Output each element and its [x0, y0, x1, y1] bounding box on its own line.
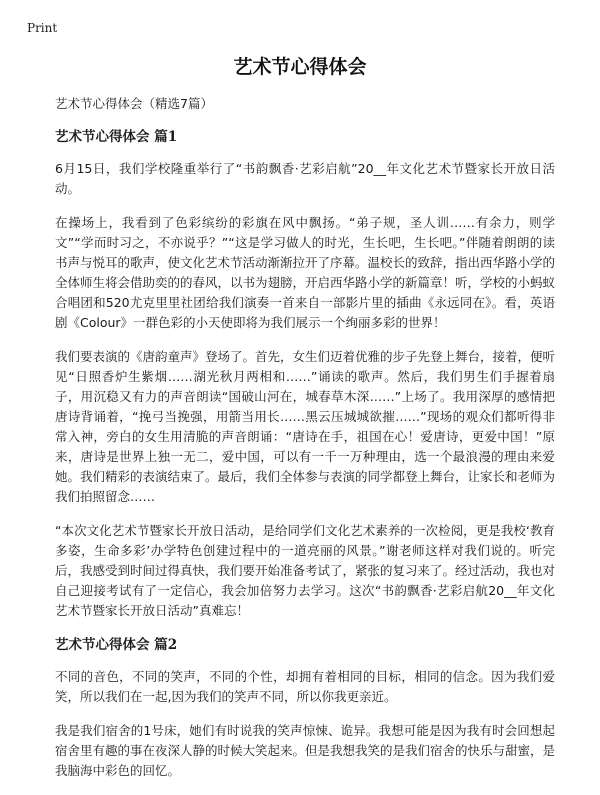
paragraph: 在操场上，我看到了色彩缤纷的彩旗在风中飘扬。“弟子规，圣人训……有余力，则学文”“学而时习之，不亦说乎？”“这是学习做人的时光，生长吧，生长吧。”伴随着朗朗的读书声与悦耳的歌声，使文化艺术节活动渐渐拉开了序幕。温校长的致辞，指出西华路小学的全体师生将会借助奕的的春风，以书为翅膀，开启西华路小学的新篇章！听，学校的小蚂蚁合唱团和520尤克里里社团给我们演奏一首来自一部影片里的插曲《永远同在》。看，英语剧《Colour》一群色彩的小天使即将为我们展示一个绚丽多彩的世界！ [55, 215, 556, 330]
section-1 [55, 127, 555, 621]
paragraph: 我们要表演的《唐韵童声》登场了。首先，女生们迈着优雅的步子先登上舞台，接着，便听见“日照香炉生紫烟……湖光秋月两相和……”诵读的歌声。然后，我们男生们手握着扇子，用沉稳又有力的声音朗读“国破山河在，城春草木深……”上场了。我用深厚的感情把唐诗背诵着，“挽弓当挽强，用箭当用长……黑云压城城欲摧……”现场的观众们都听得非常入神，旁白的女生用清脆的声音朗诵：“唐诗在手，祖国在心！爱唐诗，更爱中国！”原来，唐诗是世界上独一无二，爱中国，可以有一千一万种理由，选一个最浪漫的理由来爱她。我们精彩的表演结束了。最后，我们全体参与表演的同学都登上舞台，让家长和老师为我们拍照留念…… [55, 349, 556, 504]
paragraph: 6月15日，我们学校隆重举行了“书韵飘香·艺彩启航”20__年文化艺术节暨家长开放日活动。 [55, 161, 555, 196]
section-2 [55, 635, 555, 781]
print-link[interactable]: Print [27, 21, 58, 35]
article-subtitle: 艺术节心得体会（精选7篇） [55, 96, 213, 111]
article-body [55, 94, 555, 795]
section-heading: 艺术节心得体会 篇2 [55, 637, 178, 653]
section-heading: 艺术节心得体会 篇1 [55, 129, 178, 145]
paragraph: 不同的音色，不同的笑声，不同的个性，却拥有着相同的目标，相同的信念。因为我们爱笑，所以我们在一起,因为我们的笑声不同，所以你我更亲近。 [55, 669, 555, 704]
page-title: 艺术节心得体会 [233, 56, 367, 78]
paragraph: “本次文化艺术节暨家长开放日活动，是给同学们文化艺术素养的一次检阅，更是我校‘教育多姿，生命多彩’办学特色创建过程中的一道亮丽的风景。”谢老师这样对我们说的。听完后，我感受到时间过得真快，我们要开始准备考试了，紧张的复习来了。经过活动，我也对自己迎接考试有了一定信心，我会加倍努力去学习。这次“书韵飘香·艺彩启航20__年文化艺术节暨家长开放日活动”真难忘！ [55, 523, 556, 618]
paragraph: 我是我们宿舍的1号床，她们有时说我的笑声惊悚、诡异。我想可能是因为我有时会回想起宿舍里有趣的事在夜深人静的时候大笑起来。但是我想我笑的是我们宿舍的快乐与甜蜜，是我脑海中彩色的回忆。 [55, 723, 556, 778]
